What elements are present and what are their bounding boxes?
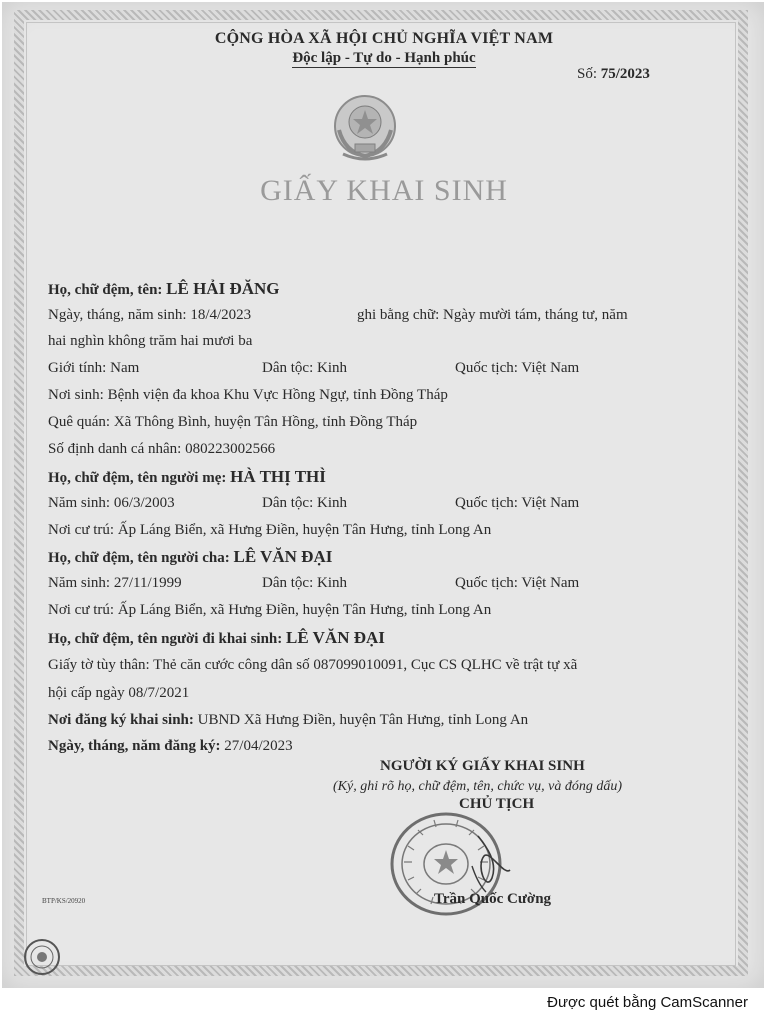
child-gender: Nam bbox=[110, 360, 140, 376]
father-residence-label: Nơi cư trú: bbox=[48, 602, 115, 618]
registrant-doc-label: Giấy tờ tùy thân: bbox=[48, 657, 150, 673]
child-id: 080223002566 bbox=[185, 441, 276, 457]
form-code: BTP/KS/20920 bbox=[42, 897, 86, 905]
document-number-value: 75/2023 bbox=[600, 66, 650, 82]
father-name: LÊ VĂN ĐẠI bbox=[233, 547, 333, 566]
registration-date-label: Ngày, tháng, năm đăng ký: bbox=[48, 738, 221, 754]
country-name: CỘNG HÒA XÃ HỘI CHỦ NGHĨA VIỆT NAM bbox=[214, 30, 554, 47]
father-nationality: Việt Nam bbox=[521, 575, 580, 591]
child-birthplace: Bệnh viện đa khoa Khu Vực Hồng Ngự, tỉnh Đồng Tháp bbox=[107, 387, 448, 403]
registrant-name-row bbox=[48, 628, 385, 648]
registrant-doc-2: hội cấp ngày 08/7/2021 bbox=[48, 685, 190, 701]
child-birthplace-label: Nơi sinh: bbox=[48, 387, 104, 403]
document-number bbox=[577, 66, 650, 83]
father-ethnicity: Kinh bbox=[316, 575, 347, 591]
signer-role: CHỦ TỊCH bbox=[459, 796, 535, 812]
registrant-name-label: Họ, chữ đệm, tên người đi khai sinh: bbox=[48, 631, 283, 647]
registration-place-label: Nơi đăng ký khai sinh: bbox=[48, 712, 194, 728]
child-gender-label: Giới tính: bbox=[48, 360, 107, 376]
motto bbox=[0, 50, 768, 67]
child-dob: 18/4/2023 bbox=[190, 307, 252, 323]
document-title: GIẤY KHAI SINH bbox=[260, 174, 508, 207]
child-dob-words-1: Ngày mười tám, tháng tư, năm bbox=[443, 307, 628, 323]
child-dob-label: Ngày, tháng, năm sinh: bbox=[48, 307, 187, 323]
child-gender-row bbox=[48, 360, 139, 377]
child-nationality-label: Quốc tịch: bbox=[455, 360, 518, 376]
father-name-row bbox=[48, 547, 332, 567]
document-number-label: Số: bbox=[577, 66, 598, 82]
mother-name: HÀ THỊ THÌ bbox=[230, 467, 326, 486]
father-nationality-row bbox=[455, 575, 579, 592]
child-hometown: Xã Thông Bình, huyện Tân Hồng, tỉnh Đồng Tháp bbox=[113, 414, 418, 430]
child-birthplace-row bbox=[48, 387, 448, 404]
father-residence: Ấp Láng Biển, xã Hưng Điền, huyện Tân Hưng, tỉnh Long An bbox=[117, 602, 492, 618]
mother-nationality-label: Quốc tịch: bbox=[455, 495, 518, 511]
child-dob-words-label: ghi bằng chữ: bbox=[357, 307, 440, 323]
registration-date-row bbox=[48, 738, 293, 755]
child-name-row bbox=[48, 279, 280, 299]
registrant-name: LÊ VĂN ĐẠI bbox=[286, 628, 385, 647]
child-hometown-label: Quê quán: bbox=[48, 414, 111, 430]
signer-heading: NGƯỜI KÝ GIẤY KHAI SINH bbox=[380, 758, 585, 774]
scanner-footer: Được quét bằng CamScanner bbox=[547, 994, 748, 1011]
child-name-label: Họ, chữ đệm, tên: bbox=[48, 282, 163, 298]
child-ethnicity-label: Dân tộc: bbox=[262, 360, 314, 376]
child-ethnicity-row bbox=[262, 360, 347, 377]
national-emblem-icon bbox=[325, 90, 405, 171]
mother-yob-label: Năm sinh: bbox=[48, 495, 111, 511]
father-ethnicity-row bbox=[262, 575, 347, 592]
mother-ethnicity: Kinh bbox=[316, 495, 347, 511]
father-residence-row bbox=[48, 602, 491, 619]
mother-name-row bbox=[48, 467, 326, 487]
mother-residence-row bbox=[48, 522, 491, 539]
child-nationality-row bbox=[455, 360, 579, 377]
registrant-doc-1: Thẻ căn cước công dân số 087099010091, Cục CS QLHC về trật tự xã bbox=[153, 657, 578, 673]
father-ethnicity-label: Dân tộc: bbox=[262, 575, 314, 591]
child-dob-words-2: hai nghìn không trăm hai mươi ba bbox=[48, 333, 253, 349]
child-name: LÊ HẢI ĐĂNG bbox=[166, 279, 280, 298]
mother-residence: Ấp Láng Biển, xã Hưng Điền, huyện Tân Hưng, tỉnh Long An bbox=[117, 522, 492, 538]
father-yob-row bbox=[48, 575, 182, 592]
mother-nationality-row bbox=[455, 495, 579, 512]
father-name-label: Họ, chữ đệm, tên người cha: bbox=[48, 550, 230, 566]
signer-note: (Ký, ghi rõ họ, chữ đệm, tên, chức vụ, và đóng dấu) bbox=[333, 779, 622, 794]
mother-ethnicity-label: Dân tộc: bbox=[262, 495, 314, 511]
mother-ethnicity-row bbox=[262, 495, 347, 512]
mother-residence-label: Nơi cư trú: bbox=[48, 522, 115, 538]
registration-place-row bbox=[48, 712, 528, 729]
signer-name: Trần Quốc Cường bbox=[434, 891, 552, 907]
child-hometown-row bbox=[48, 414, 417, 431]
mother-name-label: Họ, chữ đệm, tên người mẹ: bbox=[48, 470, 227, 486]
mother-yob: 06/3/2003 bbox=[113, 495, 175, 511]
small-stamp-icon bbox=[22, 937, 62, 982]
mother-yob-row bbox=[48, 495, 175, 512]
motto-text: Độc lập - Tự do - Hạnh phúc bbox=[292, 50, 476, 66]
child-dob-words-row bbox=[357, 307, 628, 324]
child-dob-row bbox=[48, 307, 251, 324]
registrant-doc-row bbox=[48, 657, 577, 674]
registration-date: 27/04/2023 bbox=[224, 738, 293, 754]
child-id-row bbox=[48, 441, 275, 458]
father-nationality-label: Quốc tịch: bbox=[455, 575, 518, 591]
father-yob: 27/11/1999 bbox=[113, 575, 182, 591]
child-id-label: Số định danh cá nhân: bbox=[48, 441, 182, 457]
mother-nationality: Việt Nam bbox=[521, 495, 580, 511]
registration-place: UBND Xã Hưng Điền, huyện Tân Hưng, tỉnh Long An bbox=[197, 712, 529, 728]
child-nationality: Việt Nam bbox=[521, 360, 580, 376]
father-yob-label: Năm sinh: bbox=[48, 575, 111, 591]
child-ethnicity: Kinh bbox=[316, 360, 347, 376]
